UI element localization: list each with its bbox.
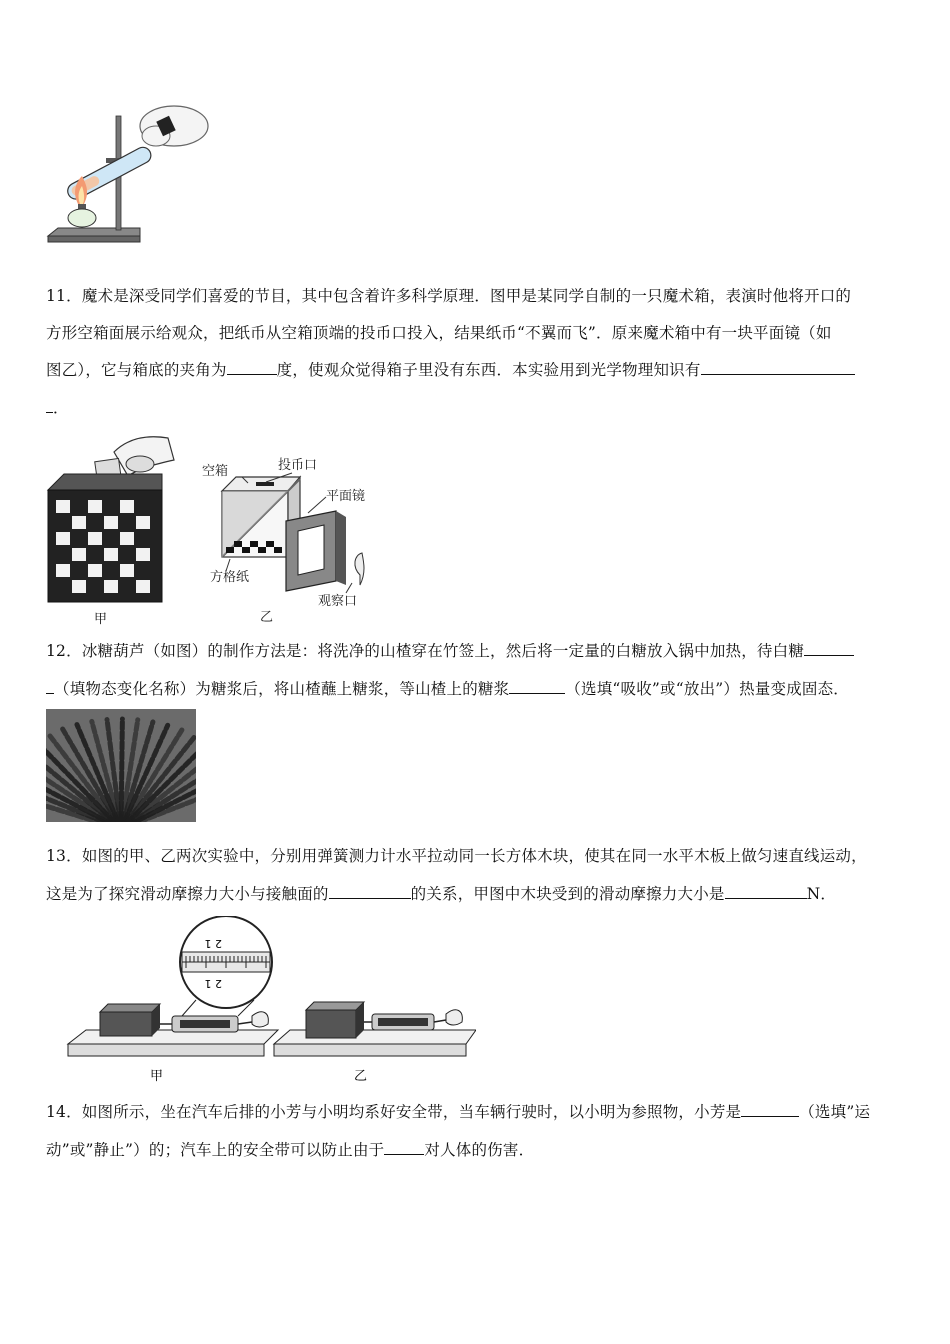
q12-blank-state-change[interactable]	[804, 641, 854, 656]
q12-line-1	[46, 641, 854, 661]
label-viewing-port: 观察口	[318, 594, 358, 609]
candied-hawthorn-photo	[46, 709, 196, 822]
q14-line-1-text-a: 14．如图所示，坐在汽车后排的小芳与小明均系好安全带，当车辆行驶时，以小明为参照物，小芳是	[46, 1103, 742, 1121]
q14-line-2-text-a: 动”或”静止”）的；汽车上的安全带可以防止由于	[46, 1141, 385, 1159]
label-empty-box: 空箱	[202, 464, 229, 479]
q12-blank-state-change-continued[interactable]	[46, 679, 54, 694]
checker-square	[56, 500, 70, 513]
checker-square	[136, 516, 150, 529]
fig-label-yi-q11: 乙	[260, 610, 274, 625]
q14-line-2-text-b: 对人体的伤害．	[424, 1141, 535, 1159]
q14-blank-cause[interactable]	[384, 1140, 424, 1155]
magic-box-illustration	[44, 430, 184, 628]
label-coin-slot: 投币口	[278, 458, 318, 473]
checker-square	[104, 548, 118, 561]
q13-line-2-text-a: 这是为了探究滑动摩擦力大小与接触面的	[46, 885, 329, 903]
checker-square	[88, 500, 102, 513]
q11-blank-optics[interactable]	[701, 360, 855, 375]
q11-line-3	[46, 360, 855, 380]
q11-blank-angle[interactable]	[227, 360, 277, 375]
checker-square	[56, 564, 70, 577]
checker-square	[136, 548, 150, 561]
q13-line-2-text-b: 的关系，甲图中木块受到的滑动摩擦力大小是	[410, 885, 725, 903]
friction-experiment-diagram	[56, 916, 476, 1086]
q11-blank-optics-continued[interactable]	[46, 398, 53, 413]
q13-line-2	[46, 884, 836, 904]
q12-blank-heat[interactable]	[509, 679, 565, 694]
checker-square	[72, 548, 86, 561]
checker-square	[104, 580, 118, 593]
q11-line-2: 方形空箱面展示给观众，把纸币从空箱顶端的投币口投入，结果纸币“不翼而飞”．原来魔术箱中有一块平面镜（如	[46, 324, 832, 342]
checker-square	[72, 516, 86, 529]
q11-line-4	[46, 398, 69, 418]
magic-box-figure-jia	[44, 430, 184, 628]
q12-line-1-text: 12．冰糖葫芦（如图）的制作方法是：将洗净的山楂穿在竹签上，然后将一定量的白糖放入锅中加热，待白糖	[46, 642, 805, 660]
q14-line-1-text-b: （选填”运	[799, 1103, 871, 1121]
q14-line-1	[46, 1102, 870, 1122]
q11-line-4-text: ．	[53, 399, 69, 417]
q13-line-2-text-c: N．	[806, 885, 837, 903]
fig-label-jia-q11: 甲	[94, 612, 108, 627]
checker-square	[56, 532, 70, 545]
q12-line-2	[46, 679, 849, 699]
checker-square	[72, 580, 86, 593]
friction-experiment-figure	[56, 916, 476, 1086]
q11-line-1: 11．魔术是深受同学们喜爱的节目，其中包含着许多科学原理．图甲是某同学自制的一只魔术箱，表演时他将开口的	[46, 287, 852, 305]
q13-blank-surface[interactable]	[329, 884, 411, 899]
label-grid-paper: 方格纸	[210, 570, 250, 585]
q11-line-3-text-b: 度，使观众觉得箱子里没有东西．本实验用到光学物理知识有	[276, 361, 701, 379]
checker-square	[136, 580, 150, 593]
q12-line-2-text-b: （选填“吸收”或“放出”）热量变成固态．	[565, 680, 850, 698]
q12-line-2-text-a: （填物态变化名称）为糖浆后，将山楂蘸上糖浆，等山楂上的糖浆	[54, 680, 510, 698]
checker-square	[120, 500, 134, 513]
q14-blank-motion-state[interactable]	[741, 1102, 799, 1117]
checker-square	[120, 532, 134, 545]
q11-line-3-text-a: 图乙），它与箱底的夹角为	[46, 361, 227, 379]
q13-line-1: 13．如图的甲、乙两次实验中，分别用弹簧测力计水平拉动同一长方体木块，使其在同一水平木板上做匀速直线运动，	[46, 847, 867, 865]
q14-line-2	[46, 1140, 534, 1160]
magic-box-figure-yi	[196, 455, 386, 630]
label-plane-mirror: 平面镜	[326, 489, 366, 504]
checker-square	[120, 564, 134, 577]
fig-label-yi-q13: 乙	[354, 1069, 368, 1084]
heating-apparatus-illustration	[44, 104, 224, 249]
fig-label-jia-q13: 甲	[150, 1069, 164, 1084]
q13-blank-friction[interactable]	[725, 884, 807, 899]
checker-square	[104, 516, 118, 529]
candied-hawthorn-image	[46, 709, 196, 822]
checker-square	[88, 564, 102, 577]
heating-apparatus-figure	[44, 104, 224, 249]
checker-square	[88, 532, 102, 545]
magic-box-mirror-diagram	[196, 455, 386, 630]
dial-scale-top: 2 1	[204, 937, 222, 950]
dial-scale-bottom: 2 1	[204, 977, 222, 990]
